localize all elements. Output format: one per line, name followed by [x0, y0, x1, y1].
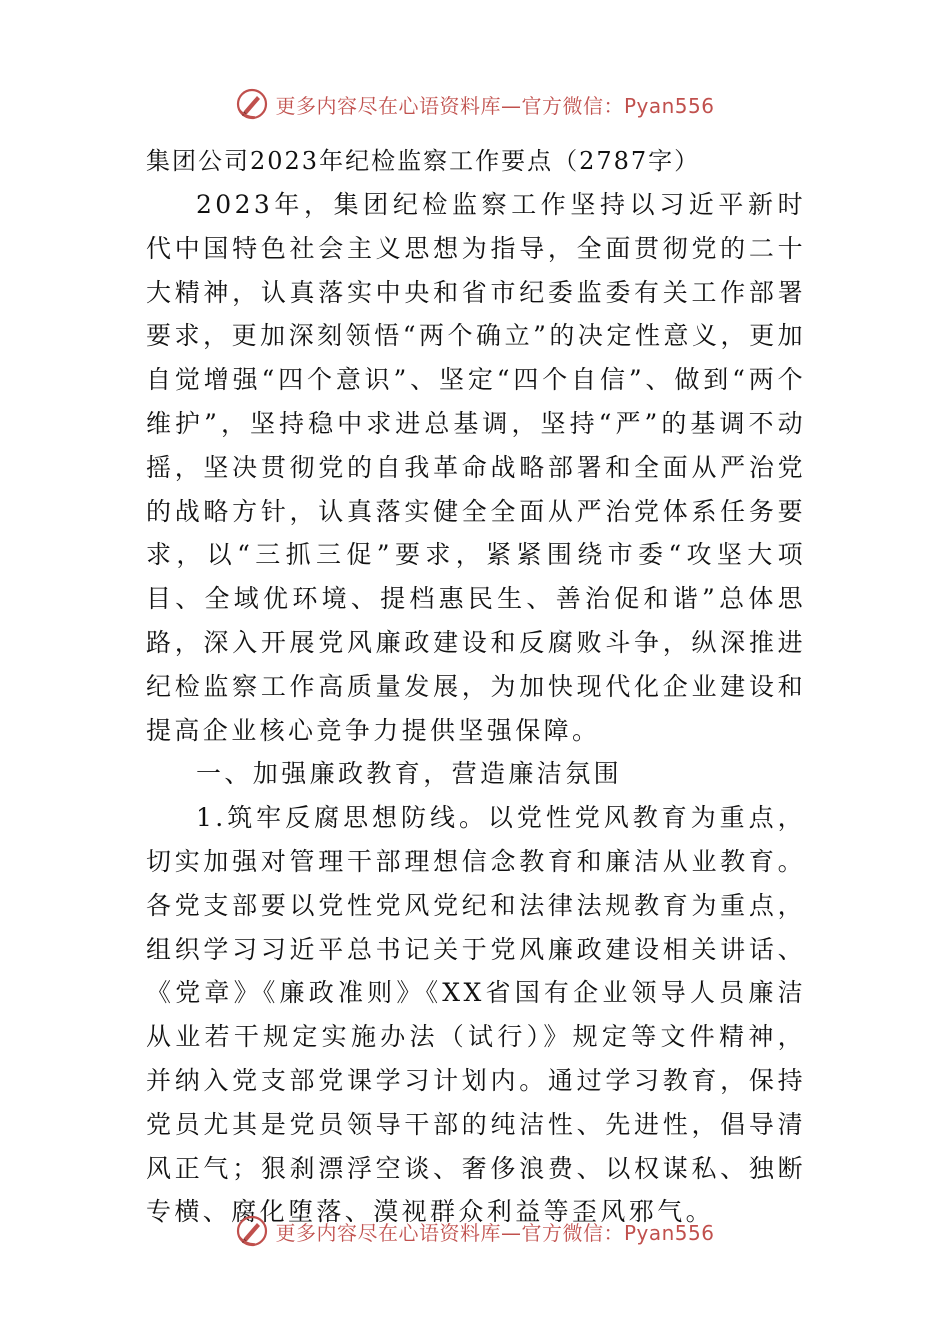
document-title: 集团公司2023年纪检监察工作要点（2787字）: [146, 147, 701, 175]
watermark-text: 更多内容尽在心语资料库—官方微信：Pyan556: [275, 1220, 715, 1245]
watermark-banner-bottom: [0, 1211, 950, 1251]
section-heading: 一、加强廉政教育，营造廉洁氛围: [196, 759, 623, 789]
watermark-text: 更多内容尽在心语资料库—官方微信：Pyan556: [275, 93, 715, 118]
pen-circle-logo-icon: [235, 1214, 269, 1248]
document-body: [146, 139, 806, 1234]
section-item-paragraph: 1.筑牢反腐思想防线。以党性党风教育为重点，切实加强对管理干部理想信念教育和廉洁从业教育。各党支部要以党性党风党纪和法律法规教育为重点，组织学习习近平总书记关于党风廉政建设相关讲话、《党章》《廉政准则》《XX省国有企业领导人员廉洁从业若干规定实施办法（试行）》规定等文件精神，并纳入党支部党课学习计划内。通过学习教育，保持党员尤其是党员领导干部的纯洁性、先进性，倡导清风正气；狠刹漂浮空谈、奢侈浪费、以权谋私、独断专横、腐化堕落、漠视群众利益等歪风邪气。: [146, 803, 806, 1227]
intro-paragraph: 2023年，集团纪检监察工作坚持以习近平新时代中国特色社会主义思想为指导，全面贯彻党的二十大精神，认真落实中央和省市纪委监委有关工作部署要求，更加深刻领悟“两个确立”的决定性意义，更加自觉增强“四个意识”、坚定“四个自信”、做到“两个维护”，坚持稳中求进总基调，坚持“严”的基调不动摇，坚决贯彻党的自我革命战略部署和全面从严治党的战略方针，认真落实健全全面从严治党体系任务要求，以“三抓三促”要求，紧紧围绕市委“攻坚大项目、全域优环境、提档惠民生、善治促和谐”总体思路，深入开展党风廉政建设和反腐败斗争，纵深推进纪检监察工作高质量发展，为加快现代化企业建设和提高企业核心竞争力提供坚强保障。: [146, 190, 806, 745]
pen-circle-logo-icon: [235, 87, 269, 121]
watermark-banner-top: [0, 84, 950, 124]
